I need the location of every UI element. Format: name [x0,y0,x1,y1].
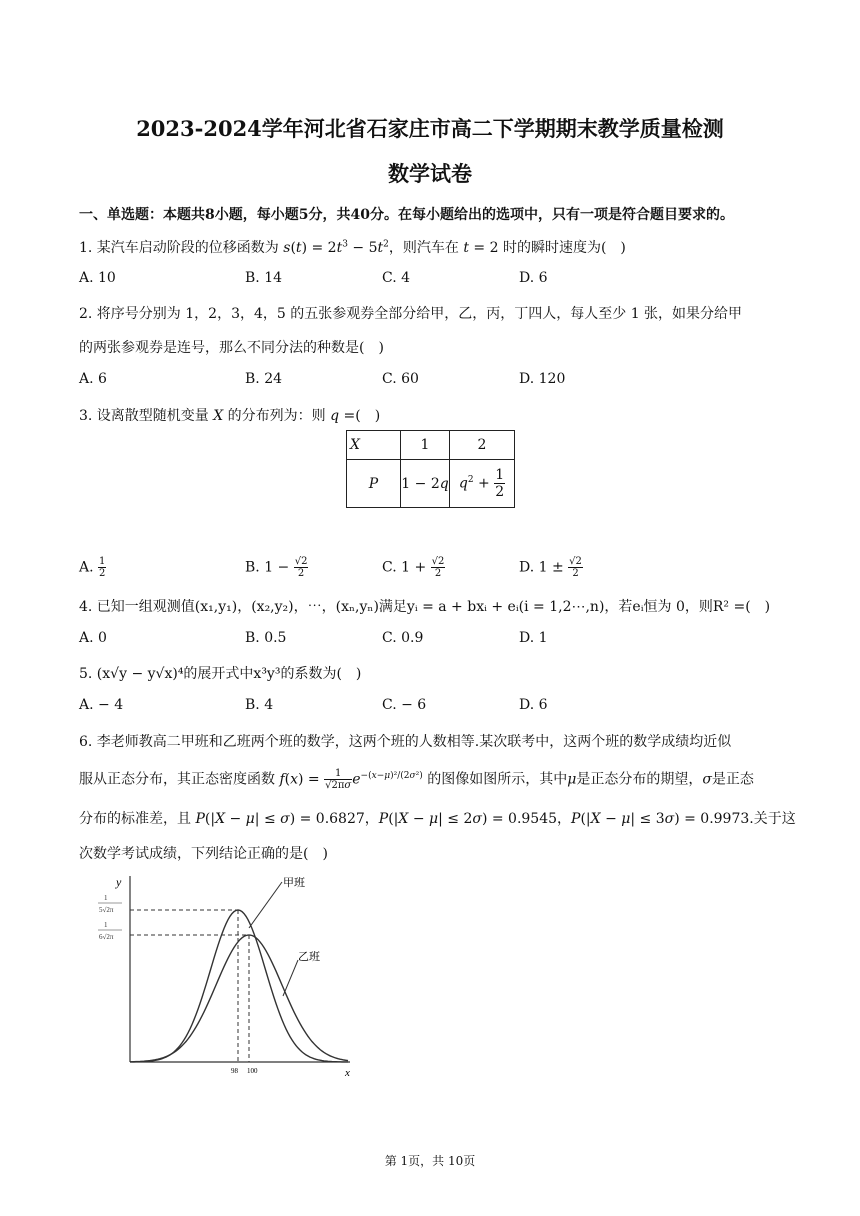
pointer-yi [283,960,298,996]
question-5-stem: 5. (x√y − y√x)⁴的展开式中x³y³的系数为( ) [79,666,362,682]
curve-jia [130,910,348,1062]
q4-option-a: A. 0 [79,630,107,646]
section-header: 一、单选题：本题共8小题，每小题5分，共40分。在每小题给出的选项中，只有一项是符合题目要求的。 [79,207,734,223]
question-6-line-2: 服从正态分布，其正态密度函数 f(x) = $\frac{1}{√2\pi\sigma}$ $e^{-(x-\mu)^2/(2\sigma^2)}$ 的图像如图所示，其中μ是正态分布的期望，σ是正态 [79,768,754,791]
table-header-2: 2 [450,431,515,460]
label-jia: 甲班 [283,877,305,889]
table-cell-q2-plus-half: $q^2$ + $\frac{1}{2}$ [450,460,515,508]
q3-option-a: A. $\frac{1}{2}$ [79,556,106,579]
question-3-stem: 3. 设离散型随机变量 X 的分布列为：则 q =( ) [79,408,381,424]
question-1-stem: 1. 某汽车启动阶段的位移函数为 $s(t) = 2t^3 - 5t^2$，则汽车在 t = 2 时的瞬时速度为( ) [79,239,626,256]
y-tick-bottom-num: 1 [104,921,108,929]
q1-option-b: B. 14 [245,270,283,286]
q4-option-b: B. 0.5 [245,630,287,646]
x-tick-100: 100 [247,1067,258,1075]
x-tick-98: 98 [231,1067,238,1075]
label-yi: 乙班 [298,951,320,963]
q1-option-a: A. 10 [79,270,116,286]
q5-option-c: C. − 6 [382,697,427,713]
pointer-jia [249,882,282,928]
y-tick-top-den: 5√2π [99,906,114,914]
question-6-line-4: 次数学考试成绩，下列结论正确的是( ) [79,846,328,862]
q5-option-d: D. 6 [519,697,548,713]
page-footer: 第 1页，共 10页 [384,1154,476,1168]
page-subtitle: 数学试卷 [388,161,472,186]
table-cell-1-minus-2q: 1 − 2q [401,460,450,508]
normal-distribution-figure [90,868,380,1083]
distribution-table [346,430,515,508]
table-header-1: 1 [401,431,450,460]
page-title: 2023-2024学年河北省石家庄市高二下学期期末教学质量检测 [136,116,724,141]
question-2-line-2: 的两张参观券是连号，那么不同分法的种数是( ) [79,340,384,356]
question-2-line-1: 2. 将序号分别为 1，2，3，4，5 的五张参观券全部分给甲，乙，丙，丁四人，每人至少 1 张，如果分给甲 [79,306,743,322]
x-axis-label: x [345,1067,350,1079]
y-axis-label: y [116,875,122,889]
table-header-x: X [347,431,401,460]
q1-option-d: D. 6 [519,270,548,286]
q3-option-c: C. 1 + $\frac{√2}{2}$ [382,556,445,579]
q5-option-b: B. 4 [245,697,274,713]
q5-option-a: A. − 4 [79,697,124,713]
q1-option-c: C. 4 [382,270,411,286]
y-tick-top-num: 1 [104,894,108,902]
q2-option-c: C. 60 [382,371,419,387]
q3-option-b: B. 1 − $\frac{√2}{2}$ [245,556,308,579]
q4-option-d: D. 1 [519,630,548,646]
q3-option-d: D. 1 ± $\frac{√2}{2}$ [519,556,582,579]
q4-option-c: C. 0.9 [382,630,424,646]
question-6-line-1: 6. 李老师教高二甲班和乙班两个班的数学，这两个班的人数相等.某次联考中，这两个班的数学成绩均近似 [79,734,732,750]
q2-option-b: B. 24 [245,371,283,387]
q2-option-d: D. 120 [519,371,566,387]
question-6-line-3: 分布的标准差，且 P(|X − μ| ≤ σ) = 0.6827，P(|X − μ| ≤ 2σ) = 0.9545，P(|X − μ| ≤ 3σ) = 0.9973.关于这 [79,811,796,827]
y-tick-bottom-den: 6√2π [99,933,114,941]
table-row-p: P [347,460,401,508]
q2-option-a: A. 6 [79,371,107,387]
question-4-stem: 4. 已知一组观测值(x₁,y₁)，(x₂,y₂)，⋯，(xₙ,yₙ)满足yᵢ = a + bxᵢ + eᵢ(i = 1,2⋯,n)，若eᵢ恒为 0，则R² =( ) [79,599,771,615]
